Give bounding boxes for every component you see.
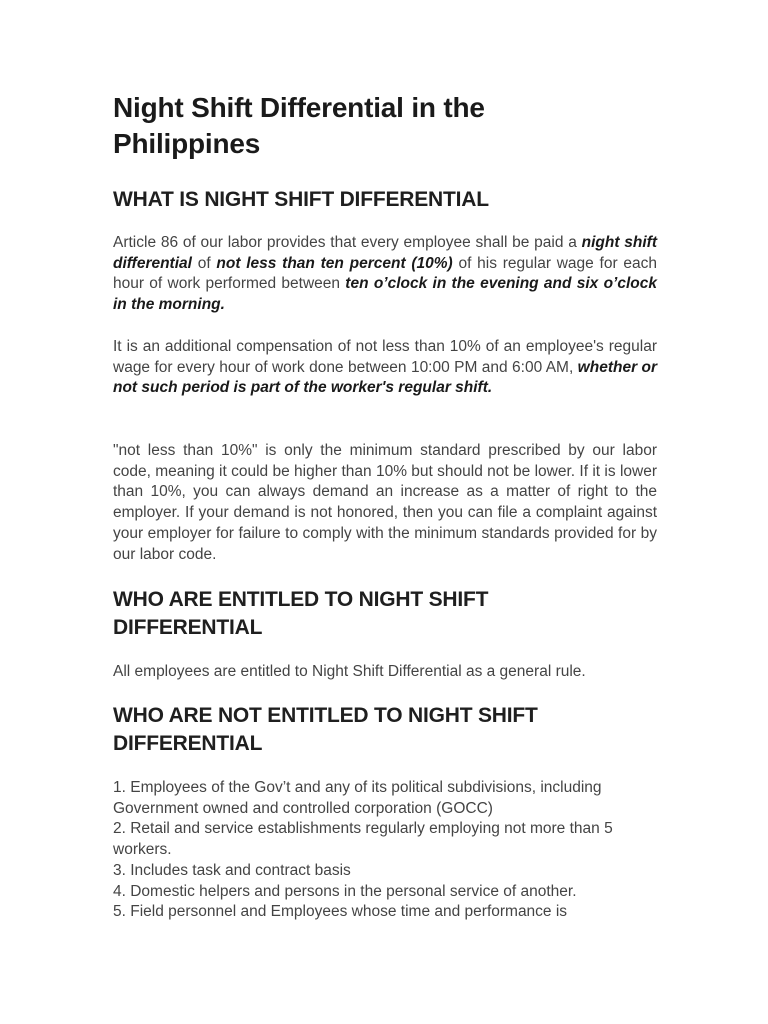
- list-item: 5. Field personnel and Employees whose time and performance is: [113, 903, 568, 921]
- emphasis-night-shift-differential: night shift differential: [113, 234, 657, 272]
- list-item: 1. Employees of the Gov’t and any of its political subdivisions, including Government owned and controlled corporation (GOCC): [113, 779, 602, 817]
- not-entitled-list: [113, 778, 653, 923]
- text-segment: It is an additional compensation of not less than 10% of an employee's regular wage for every hour of work done between 10:00 PM and 6:00 AM,: [113, 338, 657, 376]
- emphasis-regular-shift: whether or not such period is part of the worker's regular shift.: [113, 358, 657, 397]
- document-title: Night Shift Differential in the Philippines: [113, 92, 485, 159]
- list-item: 3. Includes task and contract basis: [113, 861, 351, 879]
- text-segment: All employees are entitled to Night Shift Differential as a general rule.: [113, 663, 586, 680]
- text-segment: of his regular wage for each hour of work performed between: [113, 254, 657, 293]
- list-item: 4. Domestic helpers and persons in the personal service of another.: [113, 882, 577, 900]
- list-item: 2. Retail and service establishments regularly employing not more than 5 workers.: [113, 820, 613, 859]
- emphasis-time-window: ten o’clock in the evening and six o’clock in the morning.: [113, 275, 657, 314]
- text-segment: "not less than 10%" is only the minimum standard prescribed by our labor code, meaning it could be higher than 10% but should not be lower. If it is lower than 10%, you can always demand an increase as a matter of right to the employer. If your demand is not honored, then you can file a complaint against your employer for failure to comply with the minimum standards provided for by our labor code.: [113, 442, 657, 563]
- paragraph-additional-compensation: [113, 337, 657, 399]
- paragraph-article-86: [113, 233, 657, 316]
- section-heading-who-not-entitled: WHO ARE NOT ENTITLED TO NIGHT SHIFT DIFFERENTIAL: [113, 704, 538, 755]
- text-segment: of: [191, 254, 217, 272]
- section-heading-what-is: WHAT IS NIGHT SHIFT DIFFERENTIAL: [113, 188, 489, 211]
- paragraph-minimum-standard: [113, 441, 657, 565]
- section-heading-who-entitled: WHO ARE ENTITLED TO NIGHT SHIFT DIFFERENTIAL: [113, 588, 489, 639]
- text-segment: Article 86 of our labor provides that every employee shall be paid a: [113, 234, 582, 251]
- paragraph-all-employees: [113, 662, 673, 683]
- emphasis-ten-percent: not less than ten percent (10%): [216, 254, 453, 272]
